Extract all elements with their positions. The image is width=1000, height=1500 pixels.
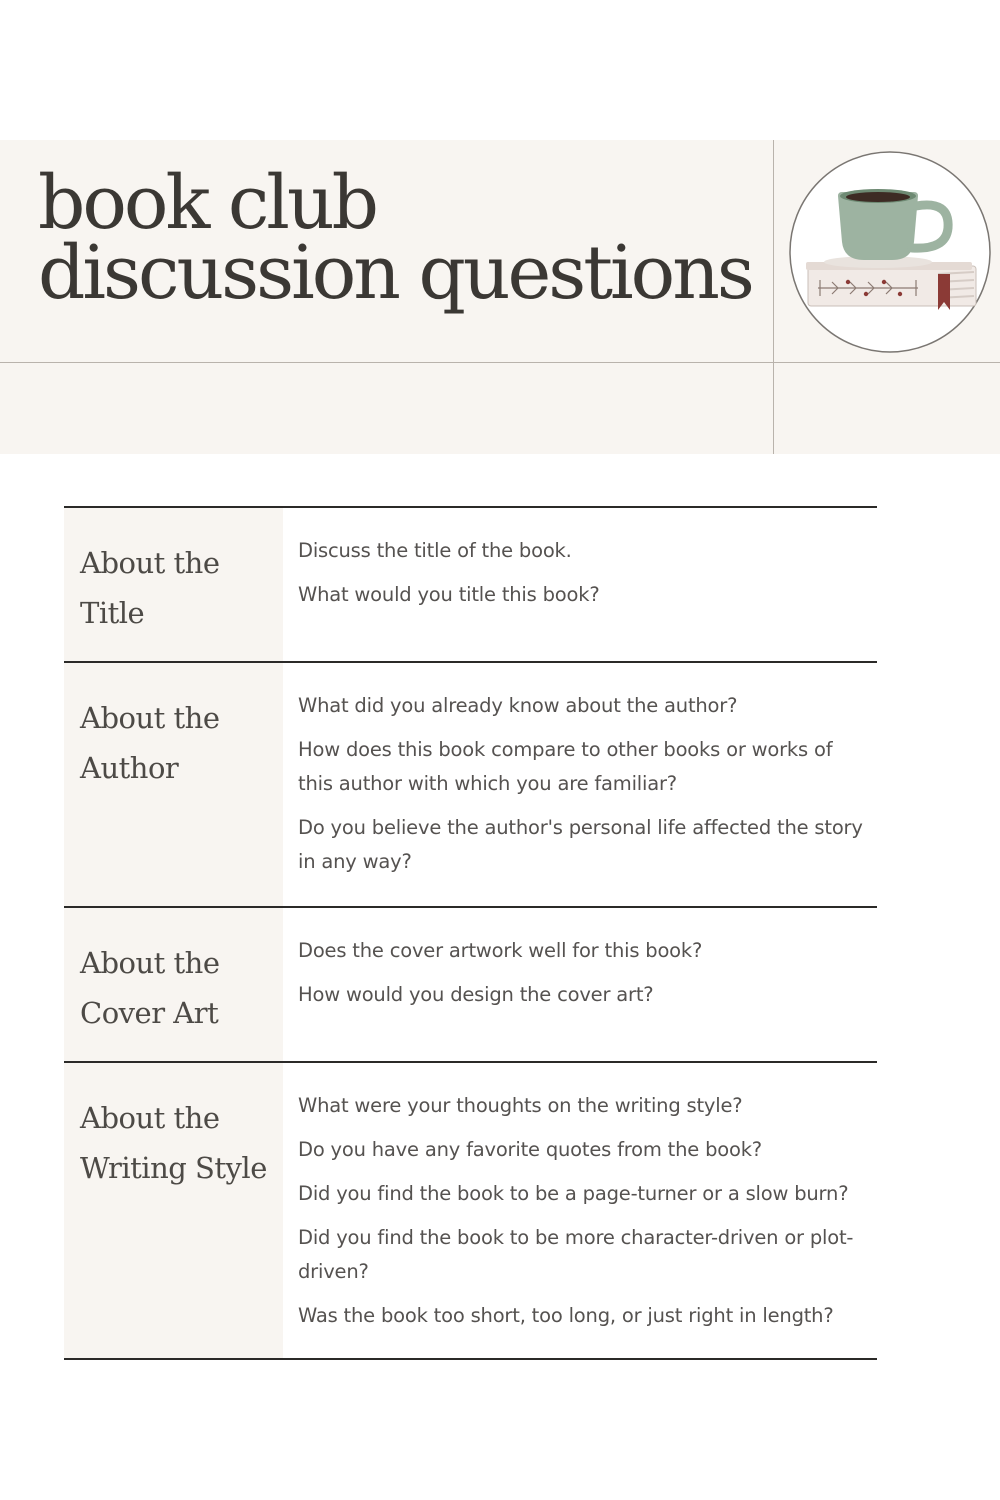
- section-cover-art: [64, 906, 877, 1061]
- section-label-line-1: About the: [80, 546, 220, 580]
- section-label-line-1: About the: [80, 1101, 220, 1135]
- header-divider-vertical: [773, 140, 774, 454]
- question-item: How does this book compare to other books or works of this author with which you are familiar?: [298, 738, 833, 795]
- section-label-line-1: About the: [80, 701, 220, 735]
- section-author: [64, 661, 877, 906]
- section-label-line-1: About the: [80, 946, 220, 980]
- question-item: Was the book too short, too long, or just right in length?: [298, 1304, 834, 1327]
- question-item: How would you design the cover art?: [298, 983, 654, 1006]
- question-item: Discuss the title of the book.: [298, 539, 572, 562]
- question-item: Does the cover artwork well for this book?: [298, 939, 703, 962]
- section-label-line-2: Title: [80, 596, 145, 630]
- section-label: [64, 908, 283, 1061]
- page-title: [38, 160, 752, 316]
- question-item: Did you find the book to be a page-turner or a slow burn?: [298, 1182, 849, 1205]
- section-label-line-2: Writing Style: [80, 1151, 267, 1185]
- page-title-line-2: discussion questions: [38, 230, 752, 316]
- question-item: Do you have any favorite quotes from the book?: [298, 1138, 762, 1161]
- section-label-line-2: Author: [80, 751, 179, 785]
- question-item: What would you title this book?: [298, 583, 600, 606]
- question-item: What did you already know about the author?: [298, 694, 738, 717]
- section-label: [64, 1063, 283, 1358]
- section-label: [64, 663, 283, 906]
- question-list: [283, 508, 877, 661]
- question-list: [283, 663, 877, 906]
- coffee-cup-on-book-icon: [788, 150, 992, 354]
- section-label-line-2: Cover Art: [80, 996, 219, 1030]
- discussion-table: [64, 506, 877, 1360]
- header-divider-horizontal: [0, 362, 1000, 363]
- question-list: [283, 908, 877, 1061]
- question-list: [283, 1063, 877, 1358]
- section-writing-style: [64, 1061, 877, 1360]
- question-item: What were your thoughts on the writing style?: [298, 1094, 743, 1117]
- section-label: [64, 508, 283, 661]
- question-item: Do you believe the author's personal life affected the story in any way?: [298, 816, 863, 873]
- page-title-line-1: book club: [38, 160, 376, 246]
- question-item: Did you find the book to be more character-driven or plot-driven?: [298, 1226, 854, 1283]
- section-title: [64, 506, 877, 661]
